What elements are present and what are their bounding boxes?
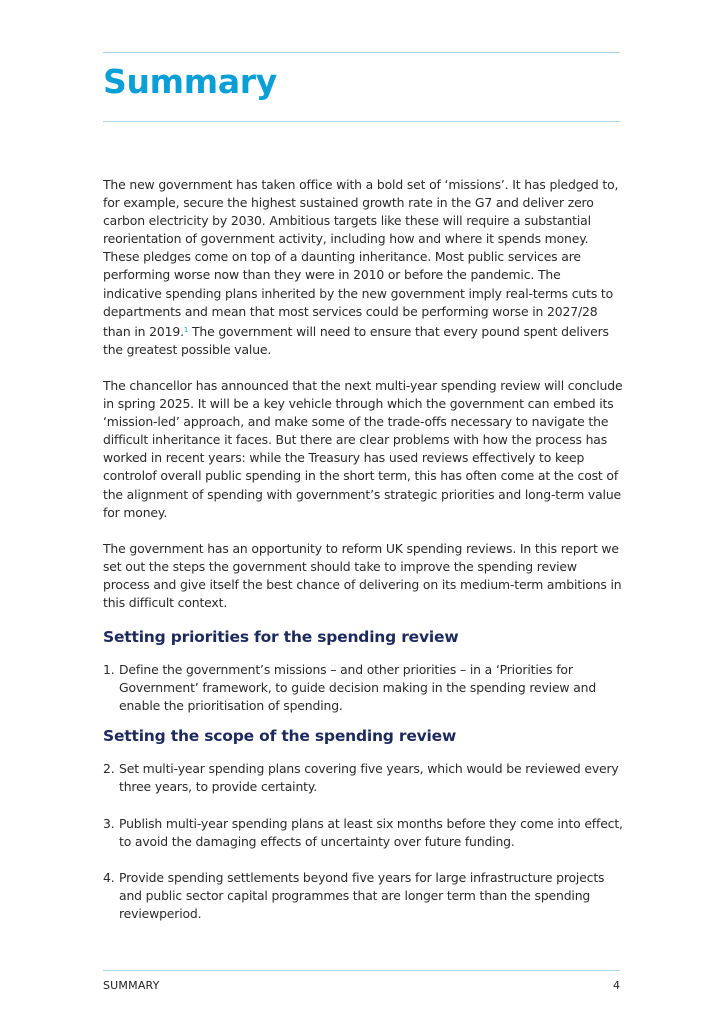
paragraph-opportunity: The government has an opportunity to reform UK spending reviews. In this report we set out the steps the government should take to improve the spending review process and give itself the best chance of delivering on its medium-term ambitions in this difficult context. [103,540,622,610]
paragraph-intro [103,176,623,359]
recommendation-number: 1. [103,662,115,678]
recommendation-item [103,661,623,715]
paragraph-spending-review: The chancellor has announced that the next multi-year spending review will conclude in spring 2025. It will be a key vehicle through which the government can embed its ‘mission-led’ approach, and make some of the trade-offs necessary to navigate the difficult inheritance it faces. But there are clear problems with how the process has worked in recent years: while the Treasury has used reviews effectively to keep controlof overall public spending in the short term, this has often come at the cost of the alignment of spending with government’s strategic priorities and long-term value for money. [103,377,623,520]
recommendation-text: Define the government’s missions – and other priorities – in a ‘Priorities for Government’ framework, to guide decision making in the spending review and enable the prioritisation of spending. [119,662,597,714]
main-content [103,176,623,923]
recommendation-item [103,869,623,923]
section-heading-priorities: Setting priorities for the spending review [103,628,459,647]
recommendation-item [103,815,623,851]
recommendation-text: Set multi-year spending plans covering five years, which would be reviewed every three years, to provide certainty. [119,761,619,795]
recommendation-number: 4. [103,869,115,885]
footnote-marker[interactable]: 1 [183,325,189,334]
footer-rule [103,970,620,971]
paragraph-intro-text-cont: The government will need to ensure that every pound spent delivers the greatest possible value. [103,323,609,357]
top-rule [103,52,620,53]
paragraph-intro-text: The new government has taken office with a bold set of ‘missions’. It has pledged to, for example, secure the highest sustained growth rate in the G7 and deliver zero carbon electricity by 2030. Ambitious targets like these will require a substantial reorientation of government activity, including how and where it spends money. These pledges come on top of a daunting inheritance. Most public services are performing worse now than they were in 2010 or before the pandemic. The indicative spending plans inherited by the new government imply real-terms cuts to departments and mean that most services could be performing worse in 2027/28 than in 2019. [103,177,619,339]
page-title: Summary [103,62,277,101]
section-heading-scope: Setting the scope of the spending review [103,727,457,746]
title-underline-rule [103,121,620,122]
page-number: 4 [613,979,620,992]
recommendation-text: Provide spending settlements beyond five years for large infrastructure projects and public sector capital programmes that are longer term than the spending reviewperiod. [119,869,605,921]
recommendation-item [103,760,623,796]
recommendation-number: 2. [103,761,115,777]
recommendation-number: 3. [103,815,115,831]
recommendation-text: Publish multi-year spending plans at least six months before they come into effect, to avoid the damaging effects of uncertainty over future funding. [119,815,623,849]
footer-section-label: SUMMARY [103,979,160,992]
